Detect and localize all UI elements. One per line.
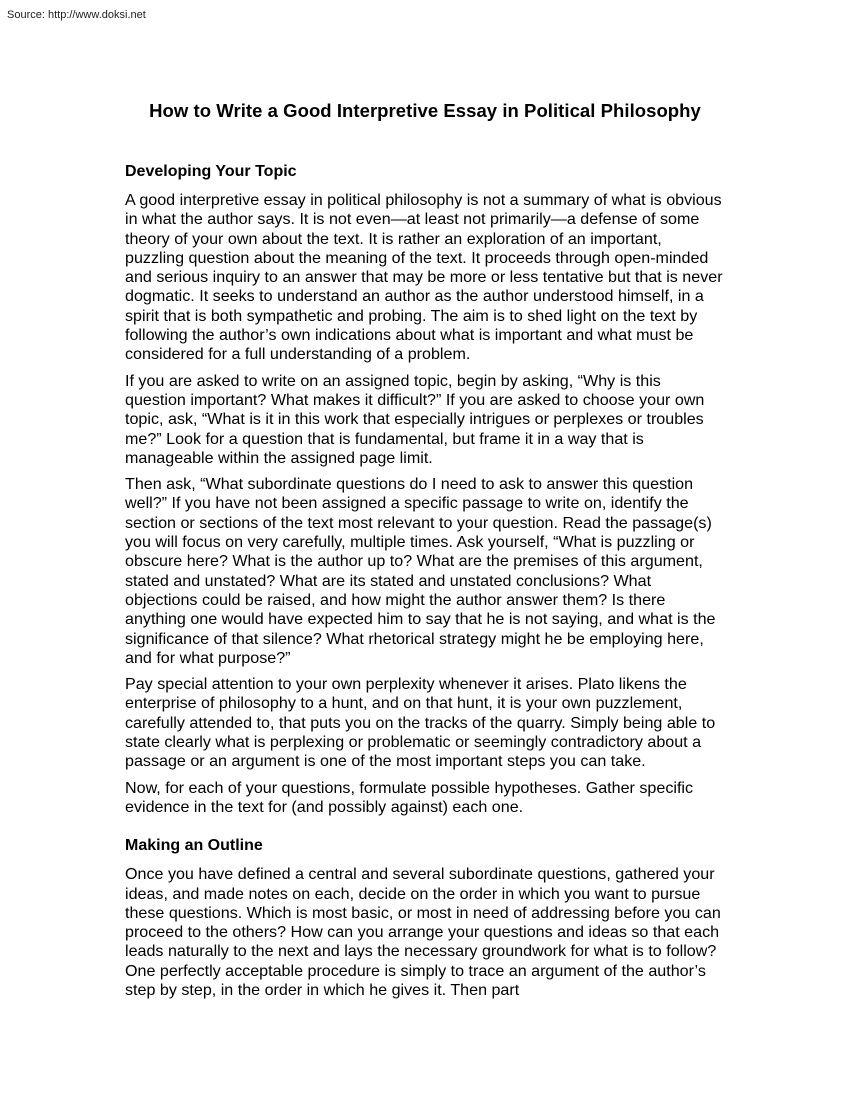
source-line: Source: http://www.doksi.net: [7, 9, 146, 21]
paragraph: Pay special attention to your own perplexity whenever it arises. Plato likens the enterprise of philosophy to a hunt, and on that hunt, it is your own puzzlement, carefully attended to, that puts you on the tracks of the quarry. Simply being able to state clearly what is perplexing or problematic or seemingly contradictory about a passage or an argument is one of the most important steps you can take.: [125, 675, 716, 771]
section-heading-developing-your-topic: Developing Your Topic: [125, 163, 297, 180]
paragraph: Then ask, “What subordinate questions do I need to ask to answer this question well?” If you have not been assigned a specific passage to write on, identify the section or sections of the text most relevant to your question. Read the passage(s) you will focus on very carefully, multiple times. Ask yourself, “What is puzzling or obscure here? What is the author up to? What are the premises of this argument, stated and unstated? What are its stated and unstated conclusions? What objections could be raised, and how might the author answer them? Is there anything one would have expected him to say that he is not saying, and what is the significance of that silence? What rhetorical strategy might he be employing here, and for what purpose?”: [125, 475, 716, 667]
paragraph: If you are asked to write on an assigned topic, begin by asking, “Why is this question important? What makes it difficult?” If you are asked to choose your own topic, ask, “What is it in this work that especially intrigues or perplexes or troubles me?” Look for a question that is fundamental, but frame it in a way that is manageable within the assigned page limit.: [125, 371, 705, 467]
paragraph: Once you have defined a central and several subordinate questions, gathered your ideas, and made notes on each, decide on the order in which you want to pursue these questions. Which is most basic, or most in need of addressing before you can proceed to the others? How can you arrange your questions and ideas so that each leads naturally to the next and lays the necessary groundwork for what is to follow? One perfectly acceptable procedure is simply to trace an argument of the author’s step by step, in the order in which he gives it. Then part: [125, 865, 721, 999]
paragraph: A good interpretive essay in political philosophy is not a summary of what is obvious in what the author says. It is not even—at least not primarily—a defense of some theory of your own about the text. It is rather an exploration of an important, puzzling question about the meaning of the text. It proceeds through open-minded and serious inquiry to an answer that may be more or less tentative but that is never dogmatic. It seeks to understand an author as the author understood himself, in a spirit that is both sympathetic and probing. The aim is to shed light on the text by following the author’s own indications about what is important and what must be considered for a full understanding of a problem.: [125, 191, 723, 364]
paragraph: Now, for each of your questions, formulate possible hypotheses. Gather specific evidence in the text for (and possibly against) each one.: [125, 778, 694, 816]
document-body: [125, 162, 725, 1007]
page-title: How to Write a Good Interpretive Essay in Political Philosophy: [149, 100, 701, 121]
section-heading-making-an-outline: Making an Outline: [125, 837, 263, 855]
